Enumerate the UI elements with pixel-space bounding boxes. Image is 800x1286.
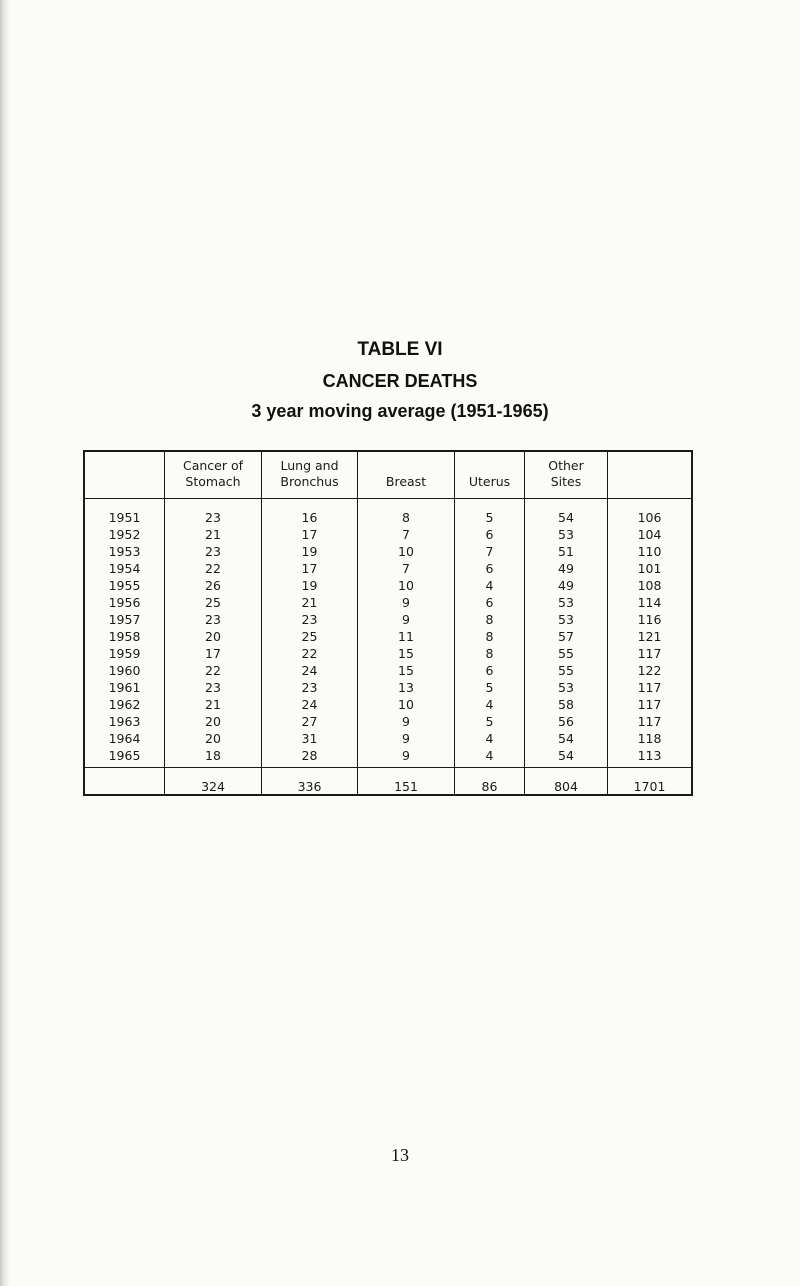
lung-cell: 28 [301,748,318,763]
total-cell: 118 [637,731,662,746]
total-cell: 117 [637,646,662,661]
table-row [85,526,691,543]
page-edge-shadow [0,0,10,1286]
year-cell: 1957 [108,612,141,627]
year-cell: 1964 [108,731,141,746]
header-year [85,452,164,498]
stomach-cell: 20 [205,629,221,644]
total-cell: 336 [297,779,322,794]
header-total [608,452,691,498]
table-row [85,543,691,560]
stomach-cell: 20 [205,731,221,746]
lung-cell: 23 [301,680,318,695]
year-cell: 1955 [108,578,141,593]
stomach-cell: 17 [205,646,221,661]
year-cell: 1963 [108,714,141,729]
total-cell: 86 [481,779,498,794]
uterus-cell: 5 [485,714,494,729]
other-sites-cell: 53 [558,612,574,627]
uterus-cell: 6 [485,561,494,576]
cancer-deaths-table [83,450,693,796]
totals-row [85,778,691,796]
stomach-cell: 21 [205,527,221,542]
other-sites-cell: 55 [558,663,574,678]
uterus-cell: 4 [485,731,494,746]
other-sites-cell: 56 [558,714,574,729]
lung-cell: 17 [301,561,318,576]
breast-cell: 7 [402,527,410,542]
total-cell: 110 [637,544,662,559]
uterus-cell: 8 [485,646,494,661]
breast-cell: 10 [398,544,414,559]
year-cell: 1958 [108,629,141,644]
stomach-cell: 22 [205,561,221,576]
year-cell: 1960 [108,663,141,678]
header-other-sites: Other Sites [548,458,584,489]
total-cell: 104 [637,527,662,542]
other-sites-cell: 54 [558,510,574,525]
uterus-cell: 4 [485,748,494,763]
total-cell: 106 [637,510,662,525]
uterus-cell: 5 [485,510,494,525]
other-sites-cell: 54 [558,731,574,746]
stomach-cell: 23 [205,510,221,525]
breast-cell: 15 [398,646,414,661]
total-cell: 121 [637,629,662,644]
stomach-cell: 20 [205,714,221,729]
year-cell: 1965 [108,748,141,763]
other-sites-cell: 55 [558,646,574,661]
lung-cell: 27 [301,714,318,729]
table-row [85,577,691,594]
breast-cell: 9 [402,595,410,610]
other-sites-cell: 53 [558,527,574,542]
lung-cell: 22 [301,646,318,661]
table-row [85,509,691,526]
header-lung: Lung and Bronchus [280,458,339,489]
other-sites-cell: 57 [558,629,574,644]
table-row [85,662,691,679]
stomach-cell: 23 [205,544,221,559]
table-row [85,560,691,577]
uterus-cell: 4 [485,578,494,593]
total-cell: 117 [637,680,662,695]
total-cell: 804 [554,779,578,794]
total-cell: 1701 [633,779,666,794]
total-cell: 113 [637,748,662,763]
totals-divider [85,767,691,768]
table-label: TABLE VI [357,339,443,360]
table-row [85,645,691,662]
page-number: 13 [391,1145,409,1165]
table-subtitle: 3 year moving average (1951-1965) [251,401,549,421]
total-cell: 122 [637,663,662,678]
breast-cell: 11 [398,629,414,644]
breast-cell: 9 [402,731,410,746]
stomach-cell: 22 [205,663,221,678]
other-sites-cell: 49 [558,578,574,593]
total-cell: 101 [637,561,662,576]
lung-cell: 31 [301,731,318,746]
total-cell: 114 [637,595,662,610]
table-row [85,747,691,764]
other-sites-cell: 51 [558,544,574,559]
total-cell: 151 [394,779,418,794]
other-sites-cell: 54 [558,748,574,763]
year-cell: 1956 [108,595,141,610]
stomach-cell: 23 [205,680,221,695]
stomach-cell: 26 [205,578,221,593]
other-sites-cell: 49 [558,561,574,576]
table-row [85,679,691,696]
lung-cell: 16 [301,510,318,525]
breast-cell: 8 [402,510,410,525]
lung-cell: 19 [301,544,318,559]
lung-cell: 17 [301,527,318,542]
breast-cell: 9 [402,714,410,729]
table-row [85,611,691,628]
uterus-cell: 6 [485,527,494,542]
table-row [85,628,691,645]
breast-cell: 7 [402,561,410,576]
uterus-cell: 4 [485,697,494,712]
uterus-cell: 7 [485,544,494,559]
table-row [85,696,691,713]
stomach-cell: 23 [205,612,221,627]
lung-cell: 24 [301,663,318,678]
total-cell: 117 [637,714,662,729]
header-stomach: Cancer of Stomach [182,458,244,489]
uterus-cell: 8 [485,612,494,627]
lung-cell: 19 [301,578,318,593]
breast-cell: 10 [398,697,414,712]
uterus-cell: 6 [485,663,494,678]
stomach-cell: 21 [205,697,221,712]
table-body [85,509,691,764]
breast-cell: 9 [402,612,410,627]
table-row [85,730,691,747]
year-cell: 1959 [108,646,141,661]
other-sites-cell: 58 [558,697,574,712]
total-cell: 108 [637,578,662,593]
breast-cell: 15 [398,663,414,678]
stomach-cell: 25 [205,595,221,610]
total-cell: 116 [637,612,662,627]
header-uterus: Uterus [468,474,511,489]
lung-cell: 24 [301,697,318,712]
total-cell: 324 [201,779,225,794]
total-cell [85,778,164,795]
lung-cell: 23 [301,612,318,627]
year-cell: 1951 [108,510,141,525]
year-cell: 1962 [108,697,141,712]
uterus-cell: 8 [485,629,494,644]
breast-cell: 10 [398,578,414,593]
year-cell: 1952 [108,527,141,542]
year-cell: 1961 [108,680,141,695]
header-breast: Breast [385,474,427,489]
table-title: CANCER DEATHS [322,371,478,391]
stomach-cell: 18 [205,748,221,763]
table-row [85,713,691,730]
year-cell: 1953 [108,544,141,559]
breast-cell: 13 [398,680,414,695]
lung-cell: 21 [301,595,318,610]
header-divider [85,498,691,499]
uterus-cell: 5 [485,680,494,695]
total-cell: 117 [637,697,662,712]
other-sites-cell: 53 [558,680,574,695]
other-sites-cell: 53 [558,595,574,610]
year-cell: 1954 [108,561,141,576]
breast-cell: 9 [402,748,410,763]
lung-cell: 25 [301,629,318,644]
table-row [85,594,691,611]
uterus-cell: 6 [485,595,494,610]
